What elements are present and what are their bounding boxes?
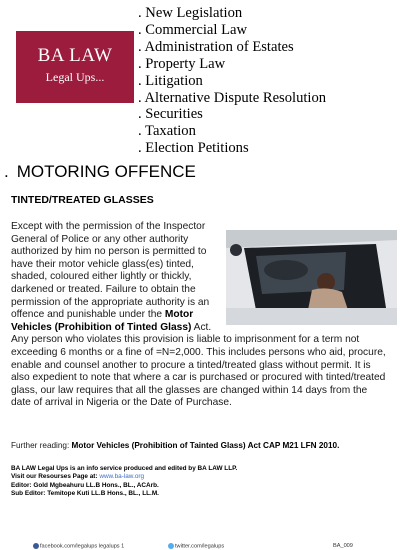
twitter-icon: [168, 543, 174, 549]
credits-visit: [11, 473, 237, 481]
visit-label: Visit our Resourses Page at:: [11, 473, 100, 481]
sub-editor-line: Sub Editor: Temitope Kuti LL.B Hons., BL., LL.M.: [11, 489, 159, 497]
footer: [0, 541, 400, 550]
further-reading: [11, 441, 339, 450]
car-driver-photo: [226, 230, 397, 325]
article-body: [11, 221, 389, 410]
service-item: . Litigation: [138, 73, 326, 90]
facebook-icon: [33, 543, 39, 549]
website-link[interactable]: www.ba-law.org: [99, 473, 145, 481]
credits-block: [11, 465, 237, 498]
service-item: . Property Law: [138, 56, 326, 73]
service-item: . Election Petitions: [138, 140, 326, 157]
editor-line: Editor: Gold Mgbeahuru LL.B Hons., BL., ACArb.: [11, 481, 159, 489]
article-heading: [4, 162, 196, 182]
body-text-2: Act. Any person who violates this provision is liable to imprisonment for a term not exceeding 6 months or a fine of =N=2,000. This includes persons who aid, procure, enable and counsel another to procure a tinted/treated glass without permit. It is also expedient to note that where a car is purchased or procured with tinted/treated glass, our law requires that all the glasses are changed within 14 days from the date of arrival in Nigeria or the Date of Purchase.: [11, 321, 386, 409]
further-reading-label: Further reading:: [11, 441, 72, 450]
article-subheading: TINTED/TREATED GLASSES: [11, 194, 154, 206]
heading-text: MOTORING OFFENCE: [16, 162, 196, 181]
body-text-1: Except with the permission of the Inspector General of Police or any other authority authorized by him no person is permitted to have their motor vehicle glass(es) tinted, shaded, coloured either lightly or thickly, darkened or treated. Failure to obtain the permission of the appropriate authority is an offence and punishable under the: [11, 221, 210, 321]
logo-title: BA LAW: [37, 45, 113, 66]
facebook-text: facebook.com/legalups legalups 1: [40, 543, 125, 550]
service-item: . Securities: [138, 106, 326, 123]
service-item: . New Legislation: [138, 5, 326, 22]
act-name: Motor Vehicles (Prohibition of Tinted Glass): [11, 309, 194, 333]
facebook-link[interactable]: [33, 543, 124, 549]
twitter-link[interactable]: [168, 543, 224, 549]
document-code: BA_009: [333, 543, 353, 549]
further-reading-ref: Motor Vehicles (Prohibition of Tainted Glass) Act CAP M21 LFN 2010.: [71, 441, 340, 450]
service-item: . Taxation: [138, 123, 326, 140]
ba-law-logo: [16, 31, 134, 103]
service-item: . Alternative Dispute Resolution: [138, 90, 326, 107]
service-item: . Commercial Law: [138, 22, 326, 39]
twitter-text: twitter.com/legalups: [175, 543, 225, 550]
heading-bullet: .: [4, 162, 9, 181]
service-item: . Administration of Estates: [138, 39, 326, 56]
logo-tagline: Legal Ups...: [45, 70, 105, 84]
credits-line: BA LAW Legal Ups is an info service produced and edited by BA LAW LLP.: [11, 465, 238, 472]
services-list: [138, 5, 326, 157]
